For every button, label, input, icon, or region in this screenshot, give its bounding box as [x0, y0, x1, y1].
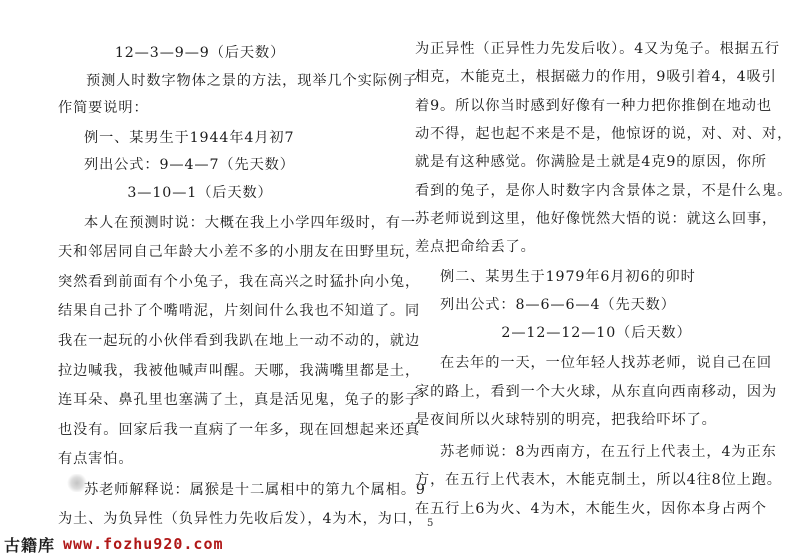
paragraph-line: 连耳朵、鼻孔里也塞满了土，真是活见鬼，兔子的影子: [58, 392, 421, 408]
formula-line: 2—12—12—10（后天数）: [501, 325, 692, 341]
watermark-url[interactable]: www.fozhu920.com: [63, 535, 224, 553]
paragraph-line: 就是有这种感觉。你满脸是土就是4克9的原因，你所: [415, 154, 767, 170]
paragraph-line: 是夜间所以火球特别的明亮，把我给吓坏了。: [415, 412, 717, 428]
watermark-name: 古籍库: [4, 535, 56, 555]
paragraph-line: 着9。所以你当时感到好像有一种力把你推倒在地动也: [415, 98, 772, 114]
formula-line: 列出公式：8—6—6—4（先天数）: [440, 297, 676, 313]
paragraph-line: 苏老师说：8为西南方，在五行上代表土，4为正东: [440, 444, 777, 460]
scan-smudge: [66, 474, 88, 492]
paragraph-line: 在去年的一天，一位年轻人找苏老师，说自己在回: [440, 355, 772, 371]
paragraph-line: 在五行上6为火、4为木，木能生火，因你本身占两个: [415, 501, 767, 517]
paragraph-line: 拉边喊我，我被他喊声叫醒。天哪，我满嘴里都是土，: [58, 363, 421, 379]
paragraph-line: 方，在五行上代表木，木能克制土，所以4往8位上跑。: [415, 472, 782, 488]
paragraph-line: 为正异性（正异性力先发后收）。4又为兔子。根据五行: [415, 41, 780, 57]
paragraph-line: 苏老师说到这里，他好像恍然大悟的说：就这么回事，: [415, 211, 778, 227]
paragraph-line: 也没有。回家后我一直病了一年多，现在回想起来还真: [58, 422, 421, 438]
paragraph-line: 家的路上，看到一个大火球，从东直向西南移动，因为: [415, 384, 778, 400]
paragraph-line: 突然看到前面有个小兔子，我在高兴之时猛扑向小兔，: [58, 274, 421, 290]
formula-line: 3—10—1（后天数）: [127, 185, 273, 201]
paragraph-line: 预测人时数字物体之景的方法，现举几个实际例子: [86, 73, 418, 89]
paragraph-line: 有点害怕。: [58, 451, 134, 467]
watermark[interactable]: [0, 532, 260, 556]
paragraph-line: 为土、为负异性（负异性力先收后发），4为木，为口，: [58, 511, 423, 527]
example-heading: 例二、某男生于1979年6月初6的卯时: [440, 269, 696, 285]
paragraph-line: 天和邻居同自己年龄大小差不多的小朋友在田野里玩，: [58, 244, 421, 260]
paragraph-line: 结果自己扑了个嘴啃泥，片刻间什么我也不知道了。同: [58, 303, 421, 319]
formula-line: 列出公式：9—4—7（先天数）: [84, 157, 295, 173]
page-number: 5: [427, 518, 434, 529]
example-heading: 例一、某男生于1944年4月初7: [84, 130, 295, 146]
paragraph-line: 作简要说明：: [58, 100, 149, 116]
paragraph-line: 看到的兔子，是你人时数字内含景体之景，不是什么鬼。: [415, 183, 793, 199]
paragraph-line: 相克，木能克土，根据磁力的作用，9吸引着4，4吸引: [415, 69, 777, 85]
paragraph-line: 本人在预测时说：大概在我上小学四年级时，有一: [84, 215, 416, 231]
paragraph-line: 我在一起玩的小伙伴看到我趴在地上一动不动的，就边: [58, 333, 421, 349]
paragraph-line: 苏老师解释说：属猴是十二属相中的第九个属相。9: [84, 482, 426, 498]
paragraph-line: 动不得，起也起不来是不是，他惊讶的说，对、对、对，: [415, 126, 793, 142]
formula-line: 12—3—9—9（后天数）: [114, 45, 286, 61]
paragraph-line: 差点把命给丢了。: [415, 239, 536, 255]
